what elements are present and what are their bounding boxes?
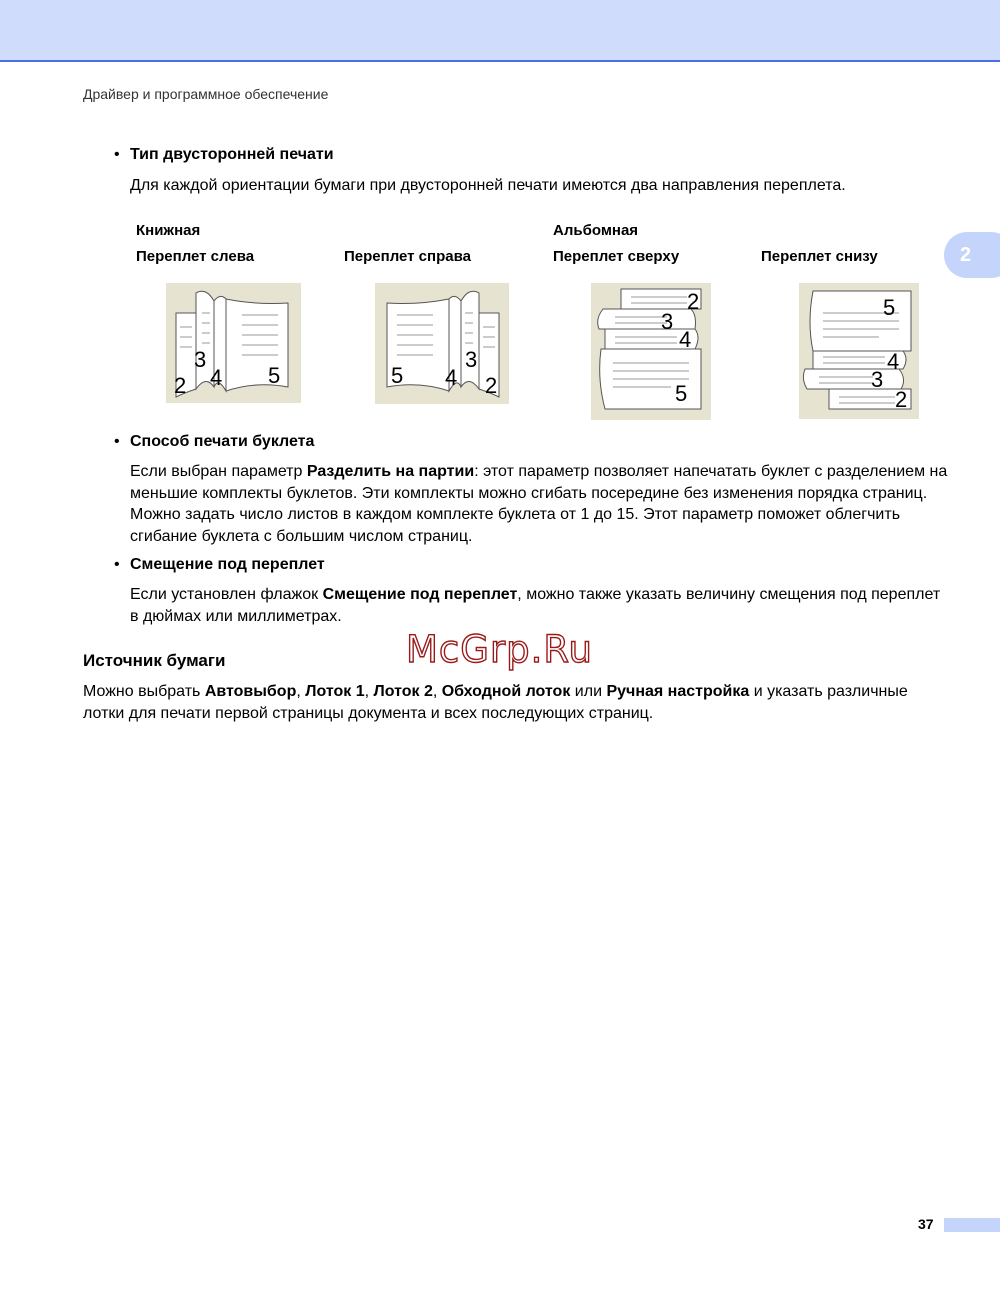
booklet-top-binding-icon: [591, 283, 711, 420]
breadcrumb: Драйвер и программное обеспечение: [83, 86, 329, 102]
text-run: ,: [432, 683, 442, 700]
option-label-top: Переплет сверху: [553, 248, 680, 265]
portrait-label: Книжная: [136, 222, 201, 239]
booklet-paragraph: [130, 461, 950, 547]
figure-number: 2: [485, 373, 498, 398]
figure-number: 3: [465, 347, 478, 372]
bullet-title: Тип двусторонней печати: [130, 146, 334, 163]
figure-number: 2: [687, 289, 700, 314]
option-label-left: Переплет слева: [136, 248, 255, 265]
option-name: Лоток 2: [373, 683, 433, 700]
figure-number: 5: [675, 381, 688, 406]
bullet-icon: •: [114, 433, 120, 450]
chapter-tab: 2: [944, 232, 1000, 278]
landscape-label: Альбомная: [553, 222, 639, 239]
option-name: Автовыбор: [204, 683, 297, 700]
option-name: Лоток 1: [305, 683, 365, 700]
text-run: Можно выбрать: [83, 683, 205, 700]
option-name: Разделить на партии: [306, 463, 475, 480]
option-name: Смещение под переплет: [322, 586, 518, 603]
offset-paragraph: [130, 584, 950, 627]
figure-number: 3: [871, 367, 884, 392]
header-band: [0, 0, 1000, 62]
watermark: McGrp.Ru: [406, 628, 593, 671]
option-label-bottom: Переплет снизу: [761, 248, 878, 265]
figure-number: 4: [887, 349, 900, 374]
text-run: ,: [364, 683, 374, 700]
text-run: Если установлен флажок: [130, 586, 323, 603]
figure-number: 5: [268, 363, 281, 388]
figure-number: 4: [445, 365, 458, 390]
figure-number: 4: [679, 327, 692, 352]
page-number-bar: [944, 1218, 1000, 1232]
text-run: , можно также указать величину смещения под переплет в дюймах или миллиметрах.: [130, 586, 941, 625]
bullet-title: Способ печати буклета: [130, 433, 315, 450]
text-run: и указать различные лотки для печати первой страницы документа и всех последующих страниц.: [83, 683, 908, 722]
figure-number: 4: [210, 365, 223, 390]
figure-number: 2: [174, 373, 187, 398]
paper-source-paragraph: [83, 681, 943, 724]
text-run: Если выбран параметр: [130, 463, 307, 480]
option-label-right: Переплет справа: [344, 248, 471, 265]
text-run: или: [570, 683, 607, 700]
bullet-icon: •: [114, 556, 120, 573]
booklet-left-binding-icon: [166, 283, 301, 403]
text-run: : этот параметр позволяет напечатать буклет с разделением на меньшие комплекты буклетов. Эти комплекты можно сгибать посередине без изменения порядка страниц. Можно задать число листов в каждом комплекте буклета от 1 до 15. Этот параметр поможет облегчить сгибание буклета с большим числом страниц.: [130, 463, 948, 545]
bullet-icon: •: [114, 146, 120, 163]
bullet-title: Смещение под переплет: [130, 556, 325, 573]
figure-number: 3: [661, 309, 674, 334]
option-name: Ручная настройка: [606, 683, 750, 700]
option-name: Обходной лоток: [441, 683, 571, 700]
page-number: 37: [918, 1216, 934, 1232]
figure-number: 3: [194, 347, 207, 372]
booklet-right-binding-icon: [375, 283, 509, 404]
figure-number: 5: [391, 363, 404, 388]
duplex-intro: Для каждой ориентации бумаги при двусторонней печати имеются два направления переплета.: [130, 177, 846, 194]
figure-number: 5: [883, 295, 896, 320]
text-run: ,: [296, 683, 306, 700]
figure-number: 2: [895, 387, 908, 412]
booklet-bottom-binding-icon: [799, 283, 919, 419]
section-heading-paper-source: Источник бумаги: [83, 651, 226, 670]
